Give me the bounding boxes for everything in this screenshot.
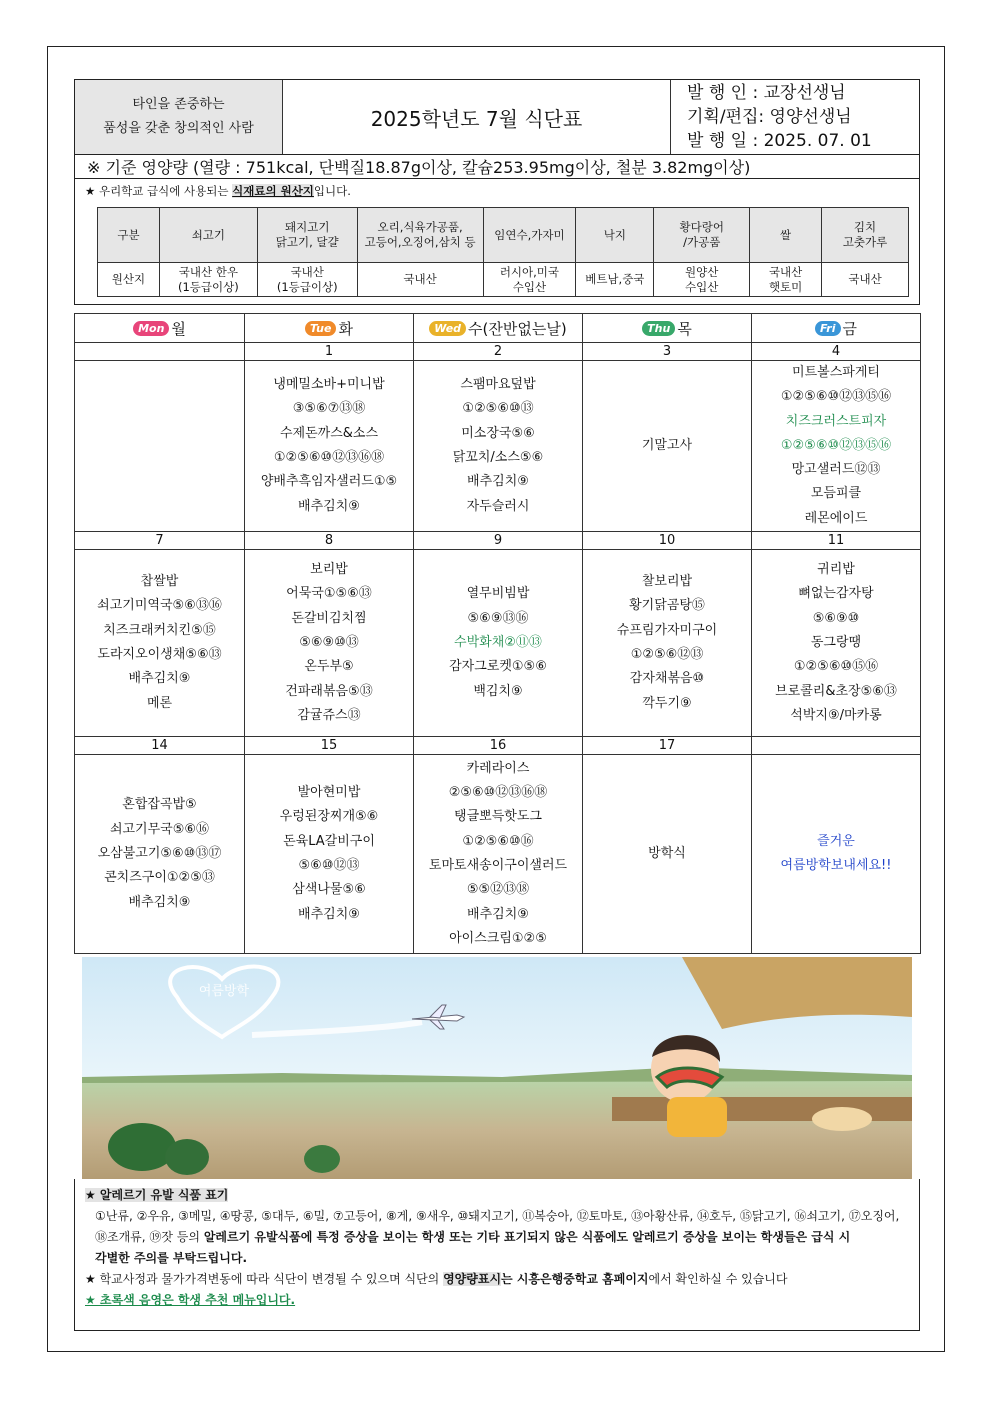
menu-item: 찹쌀밥 — [140, 574, 179, 590]
menu-cell — [414, 550, 583, 737]
page-frame — [47, 46, 945, 1352]
origin-header-8: 김치 고춧가루 — [822, 208, 909, 263]
date-cell: 8 — [245, 532, 414, 550]
menu-item: 혼합잡곡밥⑤ — [122, 797, 197, 813]
date-cell: 10 — [583, 532, 752, 550]
menu-item: 망고샐러드⑫⑬ — [791, 462, 881, 478]
menu-item: 카레라이스 — [466, 760, 530, 776]
menu-cell — [245, 361, 414, 532]
date-cell: 14 — [75, 737, 245, 755]
menu-item: 돈갈비김치찜 — [291, 610, 367, 626]
origin-value-2: 국내산 (1등급이상) — [257, 263, 357, 297]
day-header-fri — [752, 314, 921, 343]
menu-item: 우렁된장찌개⑤⑥ — [279, 809, 379, 825]
menu-cell — [414, 361, 583, 532]
menu-item: 뼈없는감자탕 — [798, 586, 874, 602]
menu-item: ⑤⑥⑩⑫⑬ — [298, 858, 360, 874]
menu-item: 돈육LA갈비구이 — [283, 833, 375, 849]
menu-item: 탱글뽀득핫도그 — [454, 809, 542, 825]
green-note: ★ 초록색 음영은 학생 추천 메뉴입니다. — [85, 1293, 296, 1308]
menu-item: 토마토새송이구이샐러드 — [428, 858, 568, 874]
menu-item: 도라지오이생채⑤⑥⑬ — [97, 647, 222, 663]
origin-value-5: 베트남,중국 — [576, 263, 654, 297]
menu-cell — [75, 550, 245, 737]
day-label: 월 — [171, 319, 186, 338]
day-header-tue — [245, 314, 414, 343]
menu-item: 미소장국⑤⑥ — [461, 425, 535, 441]
date-cell: 1 — [245, 343, 414, 361]
menu-item: 배추김치⑨ — [128, 671, 191, 687]
origin-header-2: 돼지고기 닭고기, 달걀 — [257, 208, 357, 263]
menu-item: 슈프림가자미구이 — [616, 622, 718, 638]
publisher: 발 행 인 : 교장선생님 — [687, 83, 846, 103]
menu-item: ①②⑤⑥⑩⑫⑬⑮⑯ — [780, 389, 892, 405]
menu-item: 어묵국①⑤⑥⑬ — [286, 586, 372, 602]
origin-value-6: 원양산 수입산 — [654, 263, 750, 297]
date-cell — [75, 343, 245, 361]
menu-item: 기말고사 — [641, 437, 693, 453]
origin-table — [97, 207, 909, 297]
menu-item: 오삼불고기⑤⑥⑩⑬⑰ — [97, 845, 222, 861]
menu-item: 감자채볶음⑩ — [629, 671, 705, 687]
origin-note: ★ 우리학교 급식에 사용되는 식재료의 원산지입니다. — [85, 184, 351, 198]
menu-item: ①②⑤⑥⑩⑫⑬⑯⑱ — [273, 450, 385, 466]
menu-item: 배추김치⑨ — [467, 474, 529, 490]
publish-date: 발 행 일 : 2025. 07. 01 — [687, 131, 872, 151]
menu-item: 수박화채②⑪⑬ — [454, 634, 542, 650]
menu-item: 열무비빔밥 — [466, 586, 530, 602]
origin-header-1: 쇠고기 — [159, 208, 257, 263]
day-badge: Wed — [429, 321, 466, 336]
school-motto — [75, 80, 283, 154]
allergy-text: ①난류, ②우유, ③메밀, ④땅콩, ⑤대두, ⑥밀, ⑦고등어, ⑧게, ⑨새우, ⑩돼지고기, ⑪복숭아, ⑫토마토, ⑬아황산류, ⑭호두, ⑮닭고기, ⑯쇠고기, ⑰오징어, ⑱조개류, ⑲잣 등의 알레르기 유발식품에 특정 증상을 보이는 학생 또는 기타 표기되지 않은 식품에도 알레르기 증상을 보이는 학생들은 급식 시 각별한 주의를 부탁드립니다. — [95, 1209, 900, 1266]
day-badge: Mon — [133, 321, 169, 336]
menu-item: 양배추흑임자샐러드①⑤ — [260, 474, 398, 490]
menu-item: ⑤⑥⑨⑩ — [812, 610, 860, 626]
date-cell: 9 — [414, 532, 583, 550]
menu-item: 방학식 — [648, 845, 686, 861]
watermelon-icons — [108, 1123, 340, 1175]
menu-cell — [245, 755, 414, 954]
origin-value-1: 국내산 한우 (1등급이상) — [159, 263, 257, 297]
menu-item: 삼색나물⑤⑥ — [292, 882, 366, 898]
day-label: 수(잔반없는날) — [468, 319, 567, 338]
menu-item: 귀리밥 — [817, 562, 855, 578]
menu-item: ①②⑤⑥⑩⑫⑬⑮⑯ — [780, 437, 892, 453]
menu-cell — [245, 550, 414, 737]
menu-item: 찰보리밥 — [641, 574, 693, 590]
origin-header-6: 황다랑어 /가공품 — [654, 208, 750, 263]
menu-item: 자두슬러시 — [466, 498, 530, 514]
menu-item: ⑤⑥⑨⑬⑯ — [467, 610, 529, 626]
menu-item: 석박지⑨/마카롱 — [790, 707, 882, 723]
menu-item: 백김치⑨ — [473, 683, 523, 699]
summer-vacation-illustration — [82, 957, 912, 1179]
publisher-info — [671, 80, 921, 154]
menu-item: 치즈크러스트피자 — [785, 413, 887, 429]
menu-item: 건파래볶음⑤⑬ — [285, 683, 373, 699]
date-cell: 4 — [752, 343, 921, 361]
menu-cell — [583, 361, 752, 532]
date-cell: 3 — [583, 343, 752, 361]
menu-item: ①②⑤⑥⑩⑮⑯ — [793, 659, 879, 675]
date-cell: 2 — [414, 343, 583, 361]
day-header-thu — [583, 314, 752, 343]
straw-roof — [682, 957, 912, 1029]
heart-cloud-icon — [170, 967, 278, 1037]
menu-cell — [583, 550, 752, 737]
menu-item: ①②⑤⑥⑩⑬ — [462, 401, 534, 417]
menu-cell — [414, 755, 583, 954]
editor: 기획/편집: 영양선생님 — [687, 107, 852, 127]
menu-item: 쇠고기미역국⑤⑥⑬⑯ — [97, 598, 222, 614]
menu-item: 모듬피클 — [810, 486, 862, 502]
date-cell: 17 — [583, 737, 752, 755]
contrail — [252, 1022, 422, 1035]
day-badge: Thu — [642, 321, 675, 336]
date-cell: 11 — [752, 532, 921, 550]
sky-text: 여름방학 — [198, 984, 250, 1000]
day-header-wed — [414, 314, 583, 343]
hills — [82, 1067, 912, 1083]
origin-value-0: 원산지 — [98, 263, 160, 297]
menu-item: 쇠고기무국⑤⑥⑯ — [109, 821, 210, 837]
menu-item: 즐거운 — [817, 833, 855, 849]
day-header-mon — [75, 314, 245, 343]
day-label: 금 — [842, 319, 857, 338]
menu-item: 감귤쥬스⑬ — [297, 707, 361, 723]
menu-item: 냉메밀소바+미니밥 — [273, 377, 385, 393]
origin-value-3: 국내산 — [357, 263, 483, 297]
menu-item: 수제돈까스&소스 — [279, 425, 379, 441]
date-cell — [752, 737, 921, 755]
menu-item: 배추김치⑨ — [128, 894, 191, 910]
menu-cell — [583, 755, 752, 954]
menu-item: 아이스크림①②⑤ — [449, 930, 547, 946]
nutrition-standard: ※ 기준 영양량 (열량 : 751kcal, 단백질18.87g이상, 칼슘253.95mg이상, 철분 3.82mg이상) — [74, 155, 920, 179]
menu-cell — [75, 361, 245, 532]
menu-item: 스팸마요덮밥 — [460, 377, 536, 393]
menu-item: ⑤⑤⑫⑬⑱ — [466, 882, 530, 898]
date-cell: 16 — [414, 737, 583, 755]
menu-item: 닭꼬치/소스⑤⑥ — [452, 450, 544, 466]
header — [74, 79, 920, 155]
origin-value-8: 국내산 — [822, 263, 909, 297]
menu-item: ⑤⑥⑨⑩⑬ — [299, 634, 359, 650]
day-label: 화 — [338, 319, 353, 338]
menu-table — [74, 313, 921, 954]
menu-cell — [752, 361, 921, 532]
menu-item: 배추김치⑨ — [298, 498, 360, 514]
menu-item: 미트볼스파게티 — [792, 365, 880, 380]
menu-title: 2025학년도 7월 식단표 — [283, 80, 671, 154]
menu-item: ②⑤⑥⑩⑫⑬⑯⑱ — [448, 785, 548, 801]
day-badge: Fri — [815, 321, 841, 336]
motto-line-2: 품성을 갖춘 창의적인 사람 — [103, 121, 254, 136]
menu-cell — [75, 755, 245, 954]
menu-cell — [752, 755, 921, 954]
menu-item: ①②⑤⑥⑩⑯ — [462, 833, 534, 849]
origin-section — [74, 179, 920, 305]
origin-value-7: 국내산 햇토미 — [750, 263, 822, 297]
menu-item: 동그랑땡 — [810, 634, 862, 650]
notes-section — [74, 1179, 920, 1331]
menu-item: 치즈크래커치킨⑤⑮ — [103, 622, 216, 638]
menu-item: 깍두기⑨ — [642, 695, 692, 711]
menu-item: 감자그로켓①⑤⑥ — [449, 659, 547, 675]
day-label: 목 — [677, 319, 692, 338]
origin-header-5: 낙지 — [576, 208, 654, 263]
menu-item: 온두부⑤ — [304, 659, 354, 675]
menu-item: 보리밥 — [310, 562, 348, 578]
date-cell: 7 — [75, 532, 245, 550]
menu-item: ①②⑤⑥⑫⑬ — [630, 647, 704, 663]
origin-header-3: 오리,식육가공품, 고등어,오징어,삼치 등 — [357, 208, 483, 263]
origin-header-7: 쌀 — [750, 208, 822, 263]
menu-item: 발아현미밥 — [297, 785, 361, 801]
menu-item: 여름방학보내세요!! — [780, 858, 892, 874]
illustration-svg — [82, 957, 912, 1179]
origin-header-4: 임연수,가자미 — [483, 208, 576, 263]
menu-item: 황기닭곰탕⑮ — [629, 598, 705, 614]
menu-item: ③⑤⑥⑦⑬⑱ — [292, 401, 366, 417]
motto-line-1: 타인을 존중하는 — [132, 97, 225, 112]
date-cell: 15 — [245, 737, 414, 755]
menu-item: 콘치즈구이①②⑤⑬ — [104, 870, 215, 886]
menu-item: 배추김치⑨ — [467, 906, 529, 922]
menu-item: 레몬에이드 — [804, 510, 868, 526]
menu-item: 브로콜리&초장⑤⑥⑬ — [775, 683, 897, 699]
origin-header-0: 구분 — [98, 208, 160, 263]
menu-item: 메론 — [146, 695, 173, 711]
menu-item: 배추김치⑨ — [298, 906, 360, 922]
day-badge: Tue — [305, 321, 336, 336]
menu-cell — [752, 550, 921, 737]
menu-change-note: ★ 학교사정과 물가가격변동에 따라 식단이 변경될 수 있으며 식단의 영양량표시는 시흥은행중학교 홈페이지에서 확인하실 수 있습니다 — [85, 1272, 788, 1287]
origin-value-4: 러시아,미국 수입산 — [483, 263, 576, 297]
allergy-title: ★ 알레르기 유발 식품 표기 — [85, 1188, 229, 1203]
child-eating-watermelon — [612, 1035, 912, 1137]
